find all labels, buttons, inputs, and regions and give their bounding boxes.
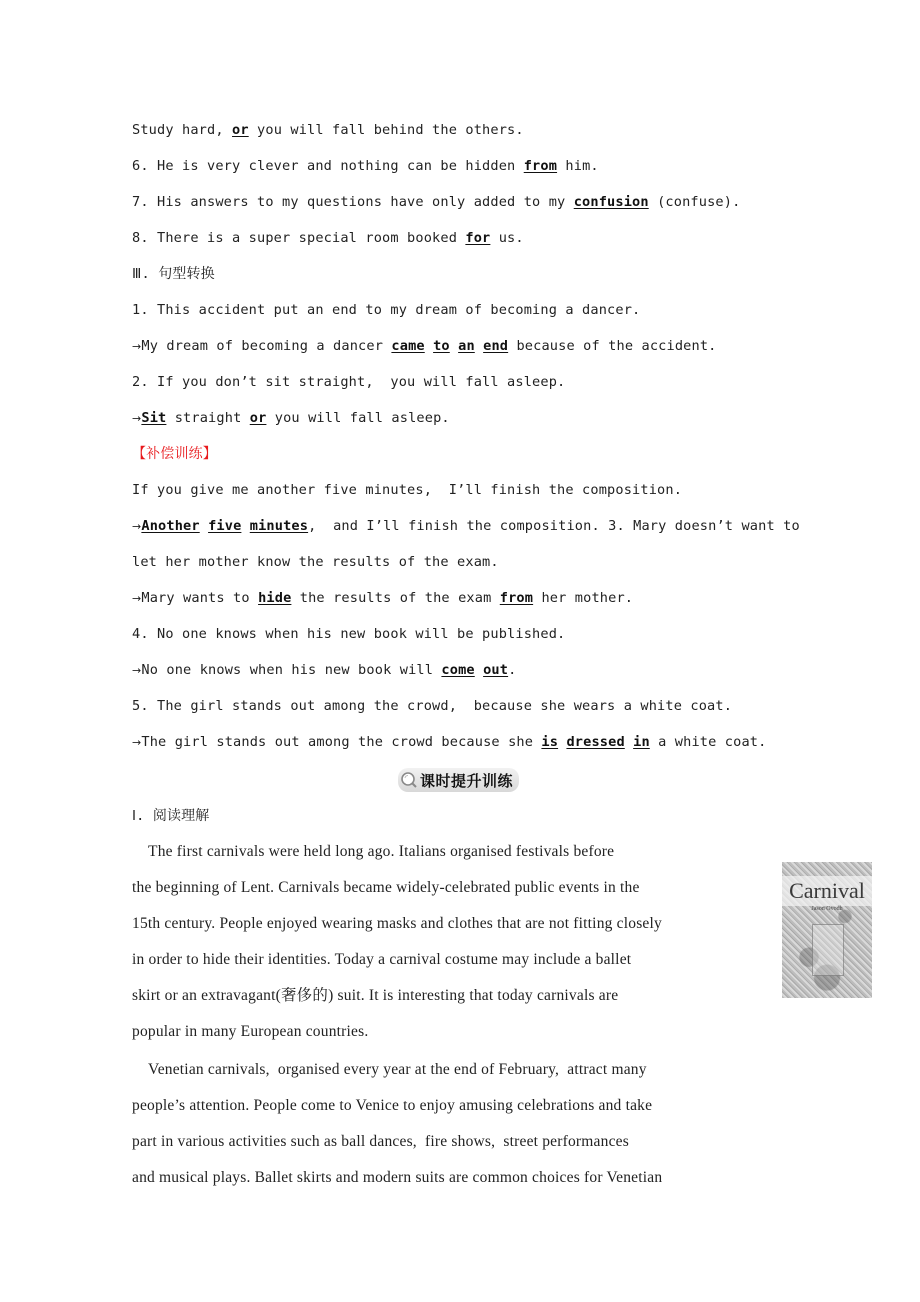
answer-word: for (465, 230, 491, 246)
cover-title: Carnival (789, 878, 865, 903)
answer-word: from (499, 590, 534, 606)
cover-author: Jason Ovodh (811, 906, 843, 912)
text: The girl stands out among the crowd because she (141, 734, 542, 750)
text: Mary wants to (141, 590, 259, 606)
section-heading-sentence-transform (132, 262, 215, 286)
text: No one knows when his new book will (141, 662, 442, 678)
answer-word: five (208, 518, 242, 534)
answer-word: end (483, 338, 509, 354)
answer-word: is (541, 734, 559, 750)
heading-text: 句型转换 (158, 266, 215, 282)
heading-number: Ⅰ. (132, 808, 153, 824)
question-4: 4. No one knows when his new book will be published. (132, 626, 566, 642)
text: 8. There is a super special room booked (132, 230, 466, 246)
answer-word: or (249, 410, 267, 426)
question-2: 2. If you don’t sit straight, you will fall asleep. (132, 374, 566, 390)
text: the results of the exam (291, 590, 500, 606)
text: her mother. (533, 590, 634, 606)
text: , and I’ll finish the composition. 3. Mary doesn’t want to (308, 518, 800, 534)
answer-word: out (483, 662, 509, 678)
paragraph-2-line: Venetian carnivals, organised every year at the end of February, attract many (132, 1061, 647, 1078)
text: 7. His answers to my questions have only added to my (132, 194, 574, 210)
answer-1 (132, 334, 717, 358)
answer-word: to (433, 338, 450, 354)
exercise-line (132, 154, 599, 178)
answer-word: or (232, 122, 249, 138)
carnival-book-cover-image (782, 862, 872, 998)
arrow-icon: → (132, 412, 142, 425)
answer-3 (132, 586, 633, 610)
cover-illustration (812, 924, 844, 976)
heading-text: 阅读理解 (152, 808, 210, 824)
paragraph-1-line: the beginning of Lent. Carnivals became widely-celebrated public events in the (132, 879, 640, 896)
exercise-line (132, 226, 524, 250)
arrow-icon: → (132, 592, 142, 605)
answer-word: in (633, 734, 650, 750)
question-5: 5. The girl stands out among the crowd, because she wears a white coat. (132, 698, 733, 714)
arrow-icon: → (132, 736, 142, 749)
section-heading-reading (132, 804, 209, 828)
answer-word: minutes (249, 518, 309, 534)
exercise-line (132, 118, 524, 142)
section-header-title: 课时提升训练 (420, 771, 514, 790)
paragraph-1-line: skirt or an extravagant(奢侈的) suit. It is interesting that today carnivals are (132, 987, 619, 1004)
answer-word: confusion (573, 194, 649, 210)
supplement-answer (132, 514, 800, 538)
paragraph-1-line: 15th century. People enjoyed wearing masks and clothes that are not fitting closely (132, 915, 662, 932)
paragraph-1-line: popular in many European countries. (132, 1023, 369, 1040)
text: you will fall behind the others. (248, 122, 524, 138)
answer-word: an (458, 338, 475, 354)
text: us. (490, 230, 524, 246)
arrow-icon: → (132, 520, 142, 533)
paragraph-2-line: and musical plays. Ballet skirts and modern suits are common choices for Venetian (132, 1169, 663, 1186)
paragraph-2-line: part in various activities such as ball dances, fire shows, street performances (132, 1133, 629, 1150)
text: a white coat. (649, 734, 767, 750)
supplement-question: If you give me another five minutes, I’ll finish the composition. (132, 482, 683, 498)
text: My dream of becoming a dancer (141, 338, 392, 354)
answer-4 (132, 658, 516, 682)
answer-word: dressed (566, 734, 625, 750)
text: him. (557, 158, 599, 174)
text: Study hard, (132, 122, 233, 138)
answer-word: came (391, 338, 425, 354)
text: because of the accident. (508, 338, 717, 354)
paragraph-1-line: The first carnivals were held long ago. Italians organised festivals before (132, 843, 615, 860)
question-3-continued: let her mother know the results of the exam. (132, 554, 499, 570)
question-1: 1. This accident put an end to my dream of becoming a dancer. (132, 302, 641, 318)
answer-word: come (441, 662, 475, 678)
text: you will fall asleep. (266, 410, 450, 426)
text: 6. He is very clever and nothing can be hidden (132, 158, 524, 174)
answer-word: Sit (141, 410, 167, 426)
paragraph-2-line: people’s attention. People come to Venice to enjoy amusing celebrations and take (132, 1097, 653, 1114)
paragraph-1-line: in order to hide their identities. Today a carnival costume may include a ballet (132, 951, 632, 968)
exercise-line (132, 190, 740, 214)
supplement-label: 【补偿训练】 (132, 446, 217, 462)
text: straight (166, 410, 250, 426)
arrow-icon: → (132, 340, 142, 353)
heading-number: Ⅲ. (132, 266, 159, 282)
answer-word: Another (141, 518, 200, 534)
text: (confuse). (648, 194, 741, 210)
arrow-icon: → (132, 664, 142, 677)
section-header-lesson-practice (398, 768, 519, 792)
answer-word: from (523, 158, 558, 174)
answer-word: hide (258, 590, 292, 606)
text: . (508, 662, 517, 678)
answer-5 (132, 730, 766, 754)
magnifier-icon (400, 771, 418, 789)
answer-2 (132, 406, 450, 430)
